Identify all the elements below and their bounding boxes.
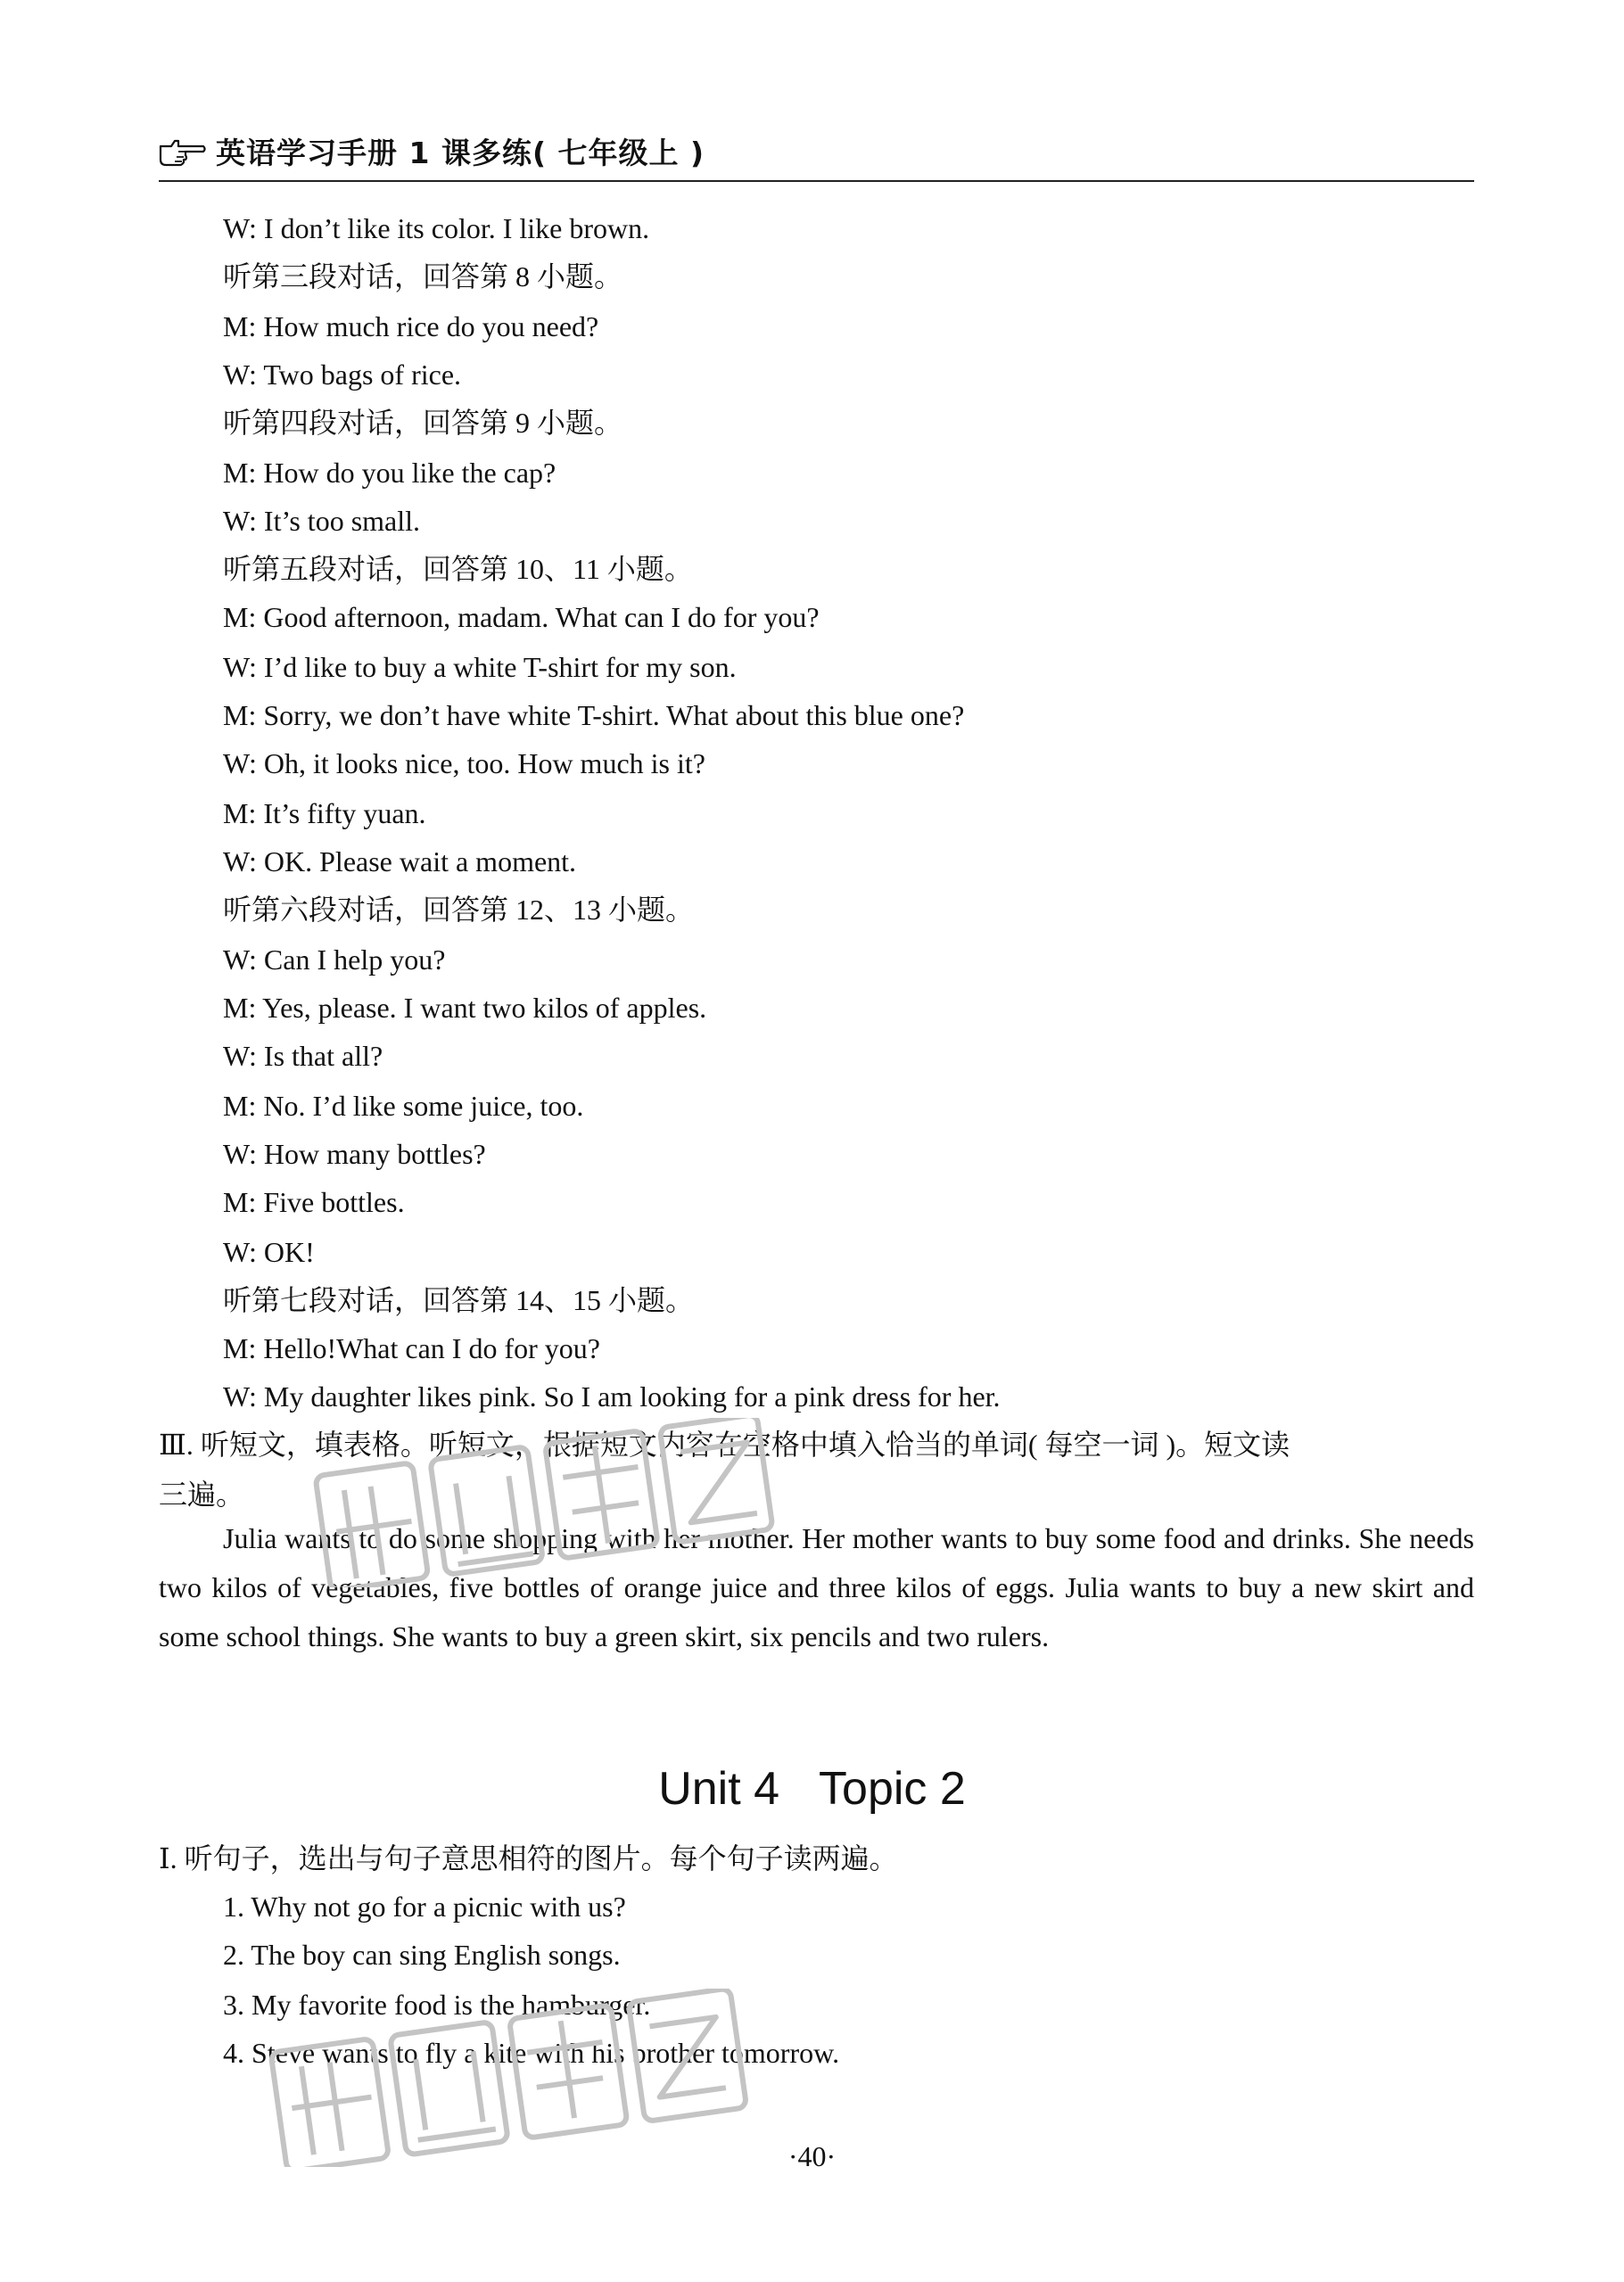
transcript-line: M: Sorry, we don’t have white T-shirt. What about this blue one? [223,699,965,731]
transcript-line: W: OK. Please wait a moment. [223,845,577,877]
transcript-line: W: How many bottles? [223,1138,486,1170]
transcript-line: M: Five bottles. [223,1186,405,1218]
transcript-line: M: How do you like the cap? [223,457,556,489]
transcript-line: W: I’d like to buy a white T-shirt for my son. [223,651,737,683]
transcript-line: W: It’s too small. [223,505,421,537]
transcript-line: W: Can I help you? [223,943,446,976]
transcript-line: W: Two bags of rice. [223,358,462,391]
page-header [159,127,1474,182]
transcript-line: M: Hello!What can I do for you? [223,1332,600,1364]
transcript-line: 听第三段对话，回答第 8 小题。 [223,260,623,292]
transcript-line: W: I don’t like its color. I like brown. [223,212,650,244]
transcript-line: M: No. I’d like some juice, too. [223,1090,584,1122]
pointing-hand-icon [159,137,207,168]
transcript-line: 听第六段对话，回答第 12、13 小题。 [223,894,695,926]
transcript-line: M: It’s fifty yuan. [223,797,426,829]
topic-label: Topic 2 [819,1763,966,1815]
section1-item: 3. My favorite food is the hamburger. [223,1989,651,2021]
transcript-line: W: My daughter likes pink. So I am looking for a pink dress for her. [223,1380,1001,1413]
unit-topic-title [0,1762,1624,1816]
section1-heading: Ⅰ. 听句子，选出与句子意思相符的图片。每个句子读两遍。 [159,1842,898,1874]
transcript-line: W: Oh, it looks nice, too. How much is it? [223,747,705,779]
section3-heading: Ⅲ. 听短文，填表格。听短文，根据短文内容在空格中填入恰当的单词( 每空一词 )。短文读 [159,1429,1290,1461]
page-number: ·40· [787,2140,837,2172]
section1-item: 1. Why not go for a picnic with us? [223,1891,626,1923]
section1-item: 4. Steve wants to fly a kite with his brother tomorrow. [223,2037,840,2069]
transcript-line: M: How much rice do you need? [223,310,599,342]
transcript-line: W: OK! [223,1236,315,1268]
transcript-line: 听第五段对话，回答第 10、11 小题。 [223,553,693,585]
unit-label: Unit 4 [658,1763,780,1815]
section3-passage: Julia wants to do some shopping with her mother. Her mother wants to buy some food and drinks. She needs two kilos of vegetables, five bottles of orange juice and three kilos of eggs. Julia wants to buy a new skirt and some school things. She wants to buy a green skirt, six pencils and two rulers. [159,1522,1474,1652]
section3-heading-cont: 三遍。 [159,1479,245,1511]
transcript-line: 听第七段对话，回答第 14、15 小题。 [223,1284,695,1316]
transcript-line: M: Yes, please. I want two kilos of apples. [223,992,707,1024]
transcript-line: W: Is that all? [223,1040,383,1072]
header-title: 英语学习手册 1 课多练( 七年级上 ) [216,136,705,170]
section1-item: 2. The boy can sing English songs. [223,1939,621,1971]
transcript-line: M: Good afternoon, madam. What can I do for you? [223,601,820,633]
transcript-line: 听第四段对话，回答第 9 小题。 [223,407,623,439]
